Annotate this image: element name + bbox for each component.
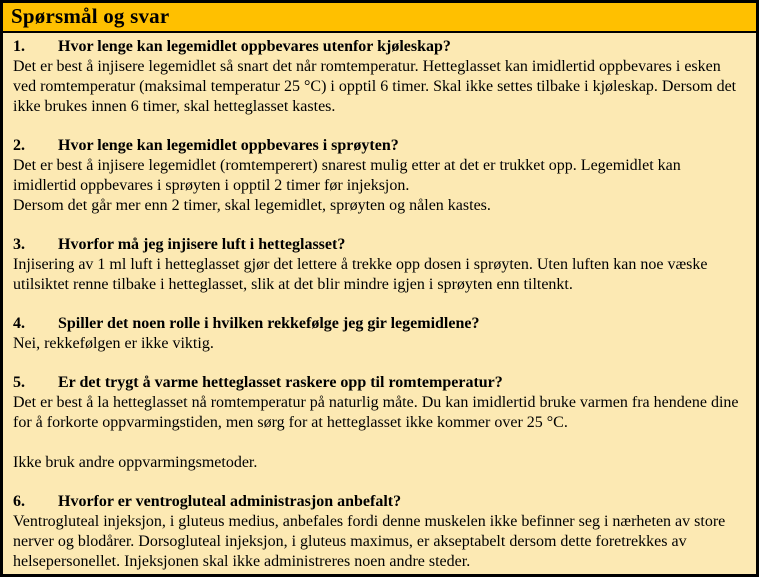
qa-question	[13, 373, 742, 393]
qa-question	[13, 235, 742, 255]
answer-paragraph: Det er best å injisere legemidlet (romtemperert) snarest mulig etter at det er trukket opp. Legemidlet kan imidlertid oppbevares i sprøyten i opptil 2 timer før injeksjon.	[13, 157, 681, 194]
qa-block-1	[13, 37, 742, 117]
qa-block-6	[13, 492, 742, 572]
page-title: Spørsmål og svar	[11, 4, 170, 28]
question-number: 2.	[13, 137, 25, 154]
question-text: Spiller det noen rolle i hvilken rekkefølge jeg gir legemidlene?	[58, 315, 480, 332]
question-number: 5.	[13, 374, 25, 391]
qa-block-2	[13, 136, 742, 216]
document-body	[3, 33, 756, 572]
qa-question	[13, 136, 742, 156]
question-text: Hvor lenge kan legemidlet oppbevares utenfor kjøleskap?	[58, 38, 451, 55]
answer-paragraph: Det er best å injisere legemidlet så snart det når romtemperatur. Hetteglasset kan imidlertid oppbevares i esken ved romtemperatur (maksimal temperatur 25 °C) i opptil 6 timer. Skal ikke settes tilbake i kjøleskap. Dersom det ikke brukes innen 6 timer, skal hetteglasset kastes.	[13, 58, 737, 115]
question-number: 4.	[13, 315, 25, 332]
answer-paragraph: Injisering av 1 ml luft i hetteglasset gjør det lettere å trekke opp dosen i sprøyten. Uten luften kan noe væske utilsiktet renne tilbake i hetteglasset, slik at det blir mindre igjen i sprøyten enn tiltenkt.	[13, 256, 708, 293]
question-text: Hvor lenge kan legemidlet oppbevares i sprøyten?	[58, 137, 399, 154]
question-text: Er det trygt å varme hetteglasset raskere opp til romtemperatur?	[58, 374, 503, 391]
answer-paragraph: Dersom det går mer enn 2 timer, skal legemidlet, sprøyten og nålen kastes.	[13, 197, 491, 214]
answer-paragraph: Det er best å la hetteglasset nå romtemperatur på naturlig måte. Du kan imidlertid bruke varmen fra hendene dine for å forkorte oppvarmingstiden, men sørg for at hetteglasset ikke kommer over 25 °C.	[13, 394, 739, 431]
qa-question	[13, 37, 742, 57]
answer-paragraph: Ikke bruk andre oppvarmingsmetoder.	[13, 454, 258, 471]
qa-question	[13, 492, 742, 512]
qa-block-5	[13, 373, 742, 473]
question-number: 1.	[13, 38, 25, 55]
document-header	[3, 3, 756, 33]
question-text: Hvorfor er ventrogluteal administrasjon anbefalt?	[58, 493, 402, 510]
qa-block-3	[13, 235, 742, 295]
answer-paragraph: Nei, rekkefølgen er ikke viktig.	[13, 335, 214, 352]
qa-block-4	[13, 314, 742, 354]
question-number: 6.	[13, 493, 25, 510]
answer-paragraph: Ventrogluteal injeksjon, i gluteus medius, anbefales fordi denne muskelen ikke befinner seg i nærheten av store nerver og blodårer. Dorsogluteal injeksjon, i gluteus maximus, er akseptabelt dersom dette foretrekkes av helsepersonellet. Injeksjonen skal ikke administreres noen andre steder.	[13, 513, 726, 570]
question-text: Hvorfor må jeg injisere luft i hetteglasset?	[58, 236, 346, 253]
question-number: 3.	[13, 236, 25, 253]
qa-question	[13, 314, 742, 334]
